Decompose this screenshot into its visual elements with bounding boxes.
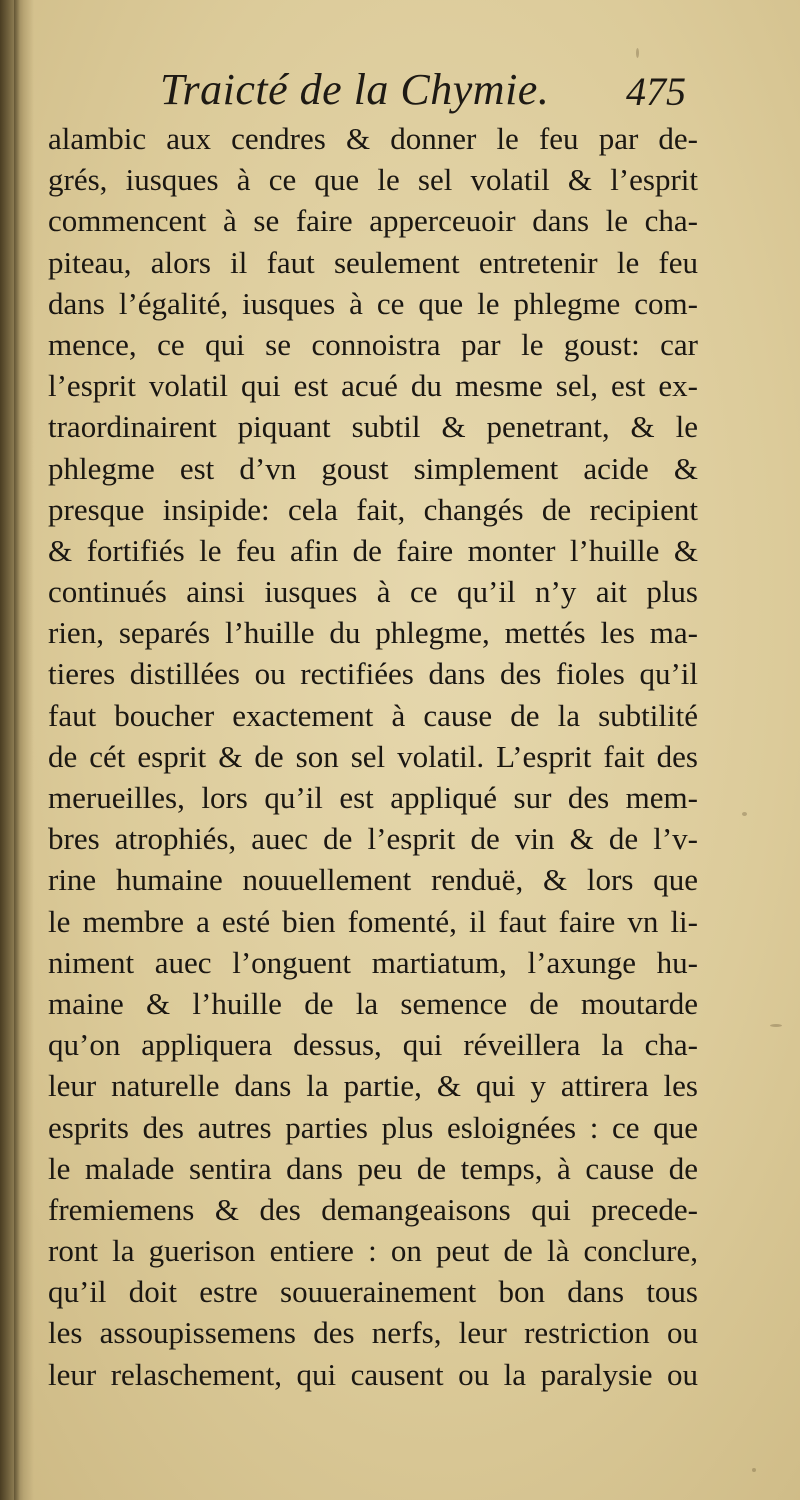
paper-speck — [742, 812, 747, 816]
text-line: faut boucher exactement à cause de la subtilité — [48, 697, 698, 733]
text-line: niment auec l’onguent martiatum, l’axunge hu- — [48, 944, 698, 980]
text-line: alambic aux cendres & donner le feu par de- — [48, 121, 698, 156]
text-line: esprits des autres parties plus esloignées : ce que — [48, 1109, 698, 1145]
text-line: l’esprit volatil qui est acué du mesme sel, est ex- — [48, 368, 698, 404]
text-line: qu’il doit estre souuerainement bon dans tous — [48, 1274, 698, 1310]
running-head — [0, 64, 800, 120]
text-line: leur relaschement, qui causent ou la paralysie ou — [48, 1356, 698, 1392]
text-line: piteau, alors il faut seulement entretenir le feu — [48, 244, 698, 280]
text-line: phlegme est d’vn goust simplement acide & — [48, 450, 698, 486]
text-line: dans l’égalité, iusques à ce que le phlegme com- — [48, 285, 698, 321]
text-line: presque insipide: cela fait, changés de recipient — [48, 491, 698, 527]
text-line: tieres distillées ou rectifiées dans des fioles qu’il — [48, 656, 698, 692]
text-line: rien, separés l’huille du phlegme, mettés les ma- — [48, 615, 698, 651]
text-line: les assoupissemens des nerfs, leur restriction ou — [48, 1315, 698, 1351]
text-line: de cét esprit & de son sel volatil. L’esprit fait des — [48, 738, 698, 774]
text-line: traordinairent piquant subtil & penetrant, & le — [48, 409, 698, 445]
text-line: qu’on appliquera dessus, qui réveillera la cha- — [48, 1027, 698, 1063]
paper-speck — [770, 1024, 782, 1027]
paper-speck — [636, 48, 639, 58]
text-line: grés, iusques à ce que le sel volatil & l’esprit — [48, 162, 698, 198]
text-line: merueilles, lors qu’il est appliqué sur des mem- — [48, 780, 698, 815]
text-line: rine humaine nouuellement renduë, & lors que — [48, 862, 698, 898]
text-line: le membre a esté bien fomenté, il faut faire vn li- — [48, 903, 698, 939]
text-line: continués ainsi iusques à ce qu’il n’y ait plus — [48, 574, 698, 610]
text-line: commencent à se faire apperceuoir dans le cha- — [48, 203, 698, 239]
running-head-title: Traicté de la Chymie. — [160, 65, 550, 114]
text-line: fremiemens & des demangeaisons qui precede- — [48, 1191, 698, 1227]
text-line: leur naturelle dans la partie, & qui y attirera les — [48, 1068, 698, 1104]
page-number: 475 — [626, 69, 686, 114]
page-binding-edge — [14, 0, 20, 1500]
body-text — [48, 118, 698, 1395]
text-line: le malade sentira dans peu de temps, à cause de — [48, 1150, 698, 1186]
text-line: bres atrophiés, auec de l’esprit de vin & de l’v- — [48, 821, 698, 857]
text-line: & fortifiés le feu afin de faire monter l’huille & — [48, 532, 698, 568]
text-line: ront la guerison entiere : on peut de là conclure, — [48, 1233, 698, 1269]
paper-speck — [752, 1468, 756, 1472]
text-line: mence, ce qui se connoistra par le goust: car — [48, 326, 698, 362]
text-line: maine & l’huille de la semence de moutarde — [48, 985, 698, 1021]
